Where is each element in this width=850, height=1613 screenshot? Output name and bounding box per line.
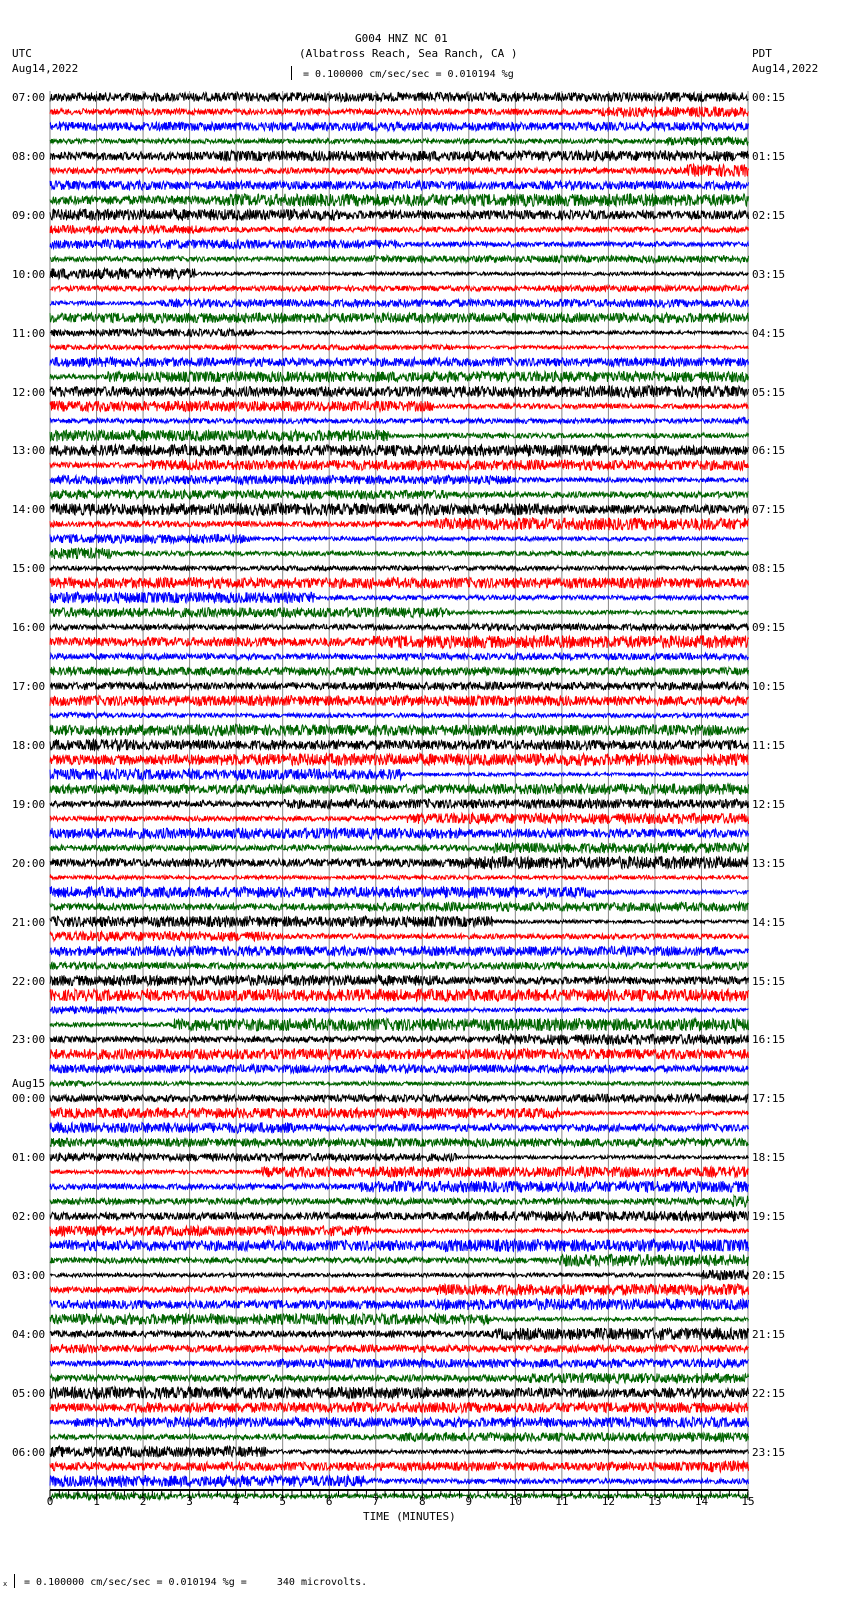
pdt-hour-label: 14:15	[752, 915, 786, 929]
utc-hour-label: 09:00	[12, 208, 46, 222]
seismic-trace	[50, 962, 749, 970]
seismic-trace	[50, 1094, 749, 1102]
pdt-hour-label: 18:15	[752, 1151, 786, 1165]
left-date: Aug14,2022	[12, 62, 79, 75]
utc-hour-label: 21:00	[12, 915, 46, 929]
seismic-trace	[50, 1138, 749, 1147]
seismic-trace	[50, 1328, 749, 1340]
seismic-trace	[50, 299, 749, 307]
seismic-trace	[50, 268, 749, 279]
utc-hour-label: 11:00	[12, 326, 46, 340]
x-tick-label: 5	[279, 1495, 286, 1508]
x-axis-label: TIME (MINUTES)	[363, 1510, 456, 1523]
footer-marker-icon: x	[3, 1580, 8, 1588]
pdt-hour-label: 22:15	[752, 1386, 786, 1400]
chart-subtitle: (Albatross Reach, Sea Ranch, CA )	[299, 47, 518, 60]
seismic-trace	[50, 1018, 749, 1031]
seismic-trace	[50, 445, 749, 456]
seismic-trace	[50, 1123, 749, 1134]
date-change-label: Aug15	[12, 1077, 46, 1091]
seismic-trace	[50, 329, 749, 336]
utc-hour-label: 19:00	[12, 797, 46, 811]
seismic-trace	[50, 813, 749, 824]
seismic-trace	[50, 518, 749, 531]
utc-hour-label: 20:00	[12, 856, 46, 870]
seismic-trace	[50, 1239, 749, 1252]
seismic-trace	[50, 181, 749, 190]
pdt-hour-label: 08:15	[752, 562, 786, 576]
seismic-trace	[50, 1417, 749, 1427]
utc-hour-label: 04:00	[12, 1327, 46, 1341]
seismic-trace	[50, 122, 749, 131]
seismic-trace	[50, 256, 749, 263]
pdt-hour-label: 00:15	[752, 91, 786, 104]
seismic-trace	[50, 1081, 749, 1087]
pdt-hour-label: 23:15	[752, 1445, 786, 1459]
seismic-trace	[50, 916, 749, 927]
seismic-trace	[50, 386, 749, 397]
seismic-trace	[50, 1284, 749, 1296]
seismic-trace	[50, 1006, 749, 1013]
pdt-hour-label: 10:15	[752, 680, 786, 693]
utc-hour-label: 12:00	[12, 385, 46, 399]
seismic-trace	[50, 1314, 749, 1325]
seismic-trace	[50, 1254, 749, 1266]
utc-hour-label: 13:00	[12, 444, 46, 458]
seismic-trace	[50, 1402, 749, 1412]
footer-scale-bar-icon	[14, 1574, 20, 1588]
seismic-trace	[50, 607, 749, 617]
seismic-trace	[50, 769, 749, 780]
pdt-hour-label: 06:15	[752, 444, 786, 458]
pdt-hour-label: 11:15	[752, 738, 786, 752]
pdt-hour-label: 21:15	[752, 1327, 786, 1341]
seismic-trace	[50, 164, 749, 177]
pdt-hour-label: 02:15	[752, 208, 786, 222]
x-tick-label: 0	[46, 1495, 54, 1508]
right-timezone: PDT	[752, 47, 772, 60]
seismic-trace	[50, 1344, 749, 1353]
seismic-trace	[50, 989, 749, 1001]
right-date: Aug14,2022	[752, 62, 819, 75]
x-tick-label: 1	[93, 1495, 100, 1508]
utc-hour-label: 23:00	[12, 1033, 46, 1047]
seismic-trace	[50, 1373, 749, 1383]
seismic-trace	[50, 151, 749, 161]
pdt-hour-label: 12:15	[752, 797, 786, 811]
seismic-trace	[50, 460, 749, 470]
seismic-trace	[50, 624, 749, 631]
seismic-trace	[50, 696, 749, 706]
seismic-trace	[50, 828, 749, 839]
seismic-trace	[50, 784, 749, 795]
seismic-trace	[50, 430, 749, 442]
pdt-hour-label: 13:15	[752, 856, 786, 870]
pdt-hour-label: 01:15	[752, 149, 786, 163]
pdt-hour-label: 03:15	[752, 267, 786, 281]
pdt-hour-label: 15:15	[752, 974, 786, 988]
seismic-trace	[50, 682, 749, 690]
chart-title: G004 HNZ NC 01	[355, 32, 448, 45]
seismic-trace	[50, 1181, 749, 1193]
seismic-trace	[50, 932, 749, 942]
seismic-trace	[50, 856, 749, 869]
x-tick-label: 8	[418, 1495, 426, 1508]
pdt-hour-label: 09:15	[752, 621, 786, 635]
utc-hour-label: 18:00	[12, 738, 46, 752]
seismic-trace	[50, 534, 749, 543]
seismic-trace	[50, 578, 749, 589]
utc-hour-label: 10:00	[12, 267, 46, 281]
pdt-hour-label: 16:15	[752, 1033, 786, 1047]
seismic-trace	[50, 1461, 749, 1473]
x-tick-label: 10	[508, 1495, 522, 1508]
x-tick-label: 2	[139, 1495, 147, 1508]
seismic-trace	[50, 240, 749, 249]
seismic-trace	[50, 92, 749, 101]
seismic-trace	[50, 1049, 749, 1060]
seismic-trace	[50, 418, 749, 425]
seismic-trace	[50, 313, 749, 323]
x-tick-label: 12	[601, 1495, 616, 1508]
utc-hour-label: 00:00	[12, 1092, 46, 1106]
seismic-trace	[50, 475, 749, 484]
seismic-trace	[50, 1153, 749, 1161]
utc-hour-label: 01:00	[12, 1151, 46, 1165]
seismic-trace	[50, 1359, 749, 1368]
seismic-trace	[50, 107, 749, 117]
seismic-trace	[50, 1387, 749, 1399]
seismic-trace	[50, 401, 749, 412]
seismic-trace	[50, 194, 749, 207]
seismic-trace	[50, 1446, 749, 1457]
seismic-trace	[50, 371, 749, 382]
x-tick-label: 3	[186, 1495, 193, 1508]
x-tick-label: 13	[648, 1495, 662, 1508]
seismic-trace	[50, 874, 749, 879]
left-timezone: UTC	[12, 47, 32, 60]
x-tick-label: 9	[465, 1495, 473, 1508]
utc-hour-label: 17:00	[12, 680, 46, 693]
pdt-hour-label: 19:15	[752, 1210, 786, 1224]
seismic-trace	[50, 1211, 749, 1221]
x-tick-label: 11	[555, 1495, 569, 1508]
pdt-hour-label: 20:15	[752, 1269, 786, 1282]
pdt-hour-label: 04:15	[752, 326, 786, 340]
seismic-trace	[50, 754, 749, 766]
seismic-trace	[50, 739, 749, 750]
seismic-trace	[50, 1108, 749, 1118]
x-tick-label: 7	[372, 1495, 380, 1508]
utc-hour-label: 15:00	[12, 562, 46, 576]
seismic-trace	[50, 1433, 749, 1442]
utc-hour-label: 14:00	[12, 503, 46, 517]
seismic-trace	[50, 503, 749, 515]
seismic-trace	[50, 1167, 749, 1178]
utc-hour-label: 07:00	[12, 91, 46, 104]
seismic-trace	[50, 975, 749, 986]
utc-hour-label: 08:00	[12, 149, 46, 163]
seismic-trace	[50, 357, 749, 367]
seismic-trace	[50, 1270, 749, 1280]
pdt-hour-label: 05:15	[752, 385, 786, 399]
utc-hour-label: 16:00	[12, 621, 46, 635]
utc-hour-label: 03:00	[12, 1269, 46, 1282]
seismic-trace	[50, 843, 749, 854]
x-tick-label: 6	[325, 1495, 333, 1508]
seismic-trace	[50, 636, 749, 649]
footer-scale-text: = 0.100000 cm/sec/sec = 0.010194 %g = 340 microvolts.	[24, 1577, 368, 1588]
seismic-trace	[50, 799, 749, 808]
seismic-trace	[50, 887, 749, 898]
utc-hour-label: 02:00	[12, 1210, 46, 1224]
utc-hour-label: 05:00	[12, 1386, 46, 1400]
seismic-trace	[50, 1034, 749, 1044]
seismic-trace	[50, 1476, 749, 1487]
x-tick-label: 4	[232, 1495, 240, 1508]
seismic-trace	[50, 902, 749, 911]
x-tick-label: 15	[741, 1495, 755, 1508]
seismic-trace	[50, 1492, 749, 1499]
seismic-trace	[50, 285, 749, 291]
seismic-trace	[50, 1299, 749, 1310]
seismic-trace	[50, 667, 749, 675]
seismic-trace	[50, 1065, 749, 1074]
seismic-trace	[50, 592, 749, 603]
seismic-trace	[50, 345, 749, 350]
seismic-trace	[50, 946, 749, 956]
seismic-trace	[50, 566, 749, 571]
scale-text: = 0.100000 cm/sec/sec = 0.010194 %g	[303, 69, 514, 80]
seismic-trace	[50, 137, 749, 145]
seismic-trace	[50, 725, 749, 736]
seismic-trace	[50, 1226, 749, 1236]
seismic-trace	[50, 209, 749, 220]
seismic-trace	[50, 653, 749, 660]
pdt-hour-label: 07:15	[752, 503, 786, 517]
utc-hour-label: 22:00	[12, 974, 46, 988]
seismic-trace	[50, 712, 749, 718]
pdt-hour-label: 17:15	[752, 1092, 786, 1106]
seismic-trace	[50, 548, 749, 559]
utc-hour-label: 06:00	[12, 1445, 46, 1459]
seismic-trace	[50, 225, 749, 233]
seismic-trace	[50, 1196, 749, 1207]
seismic-trace	[50, 490, 749, 499]
x-tick-label: 14	[694, 1495, 709, 1508]
